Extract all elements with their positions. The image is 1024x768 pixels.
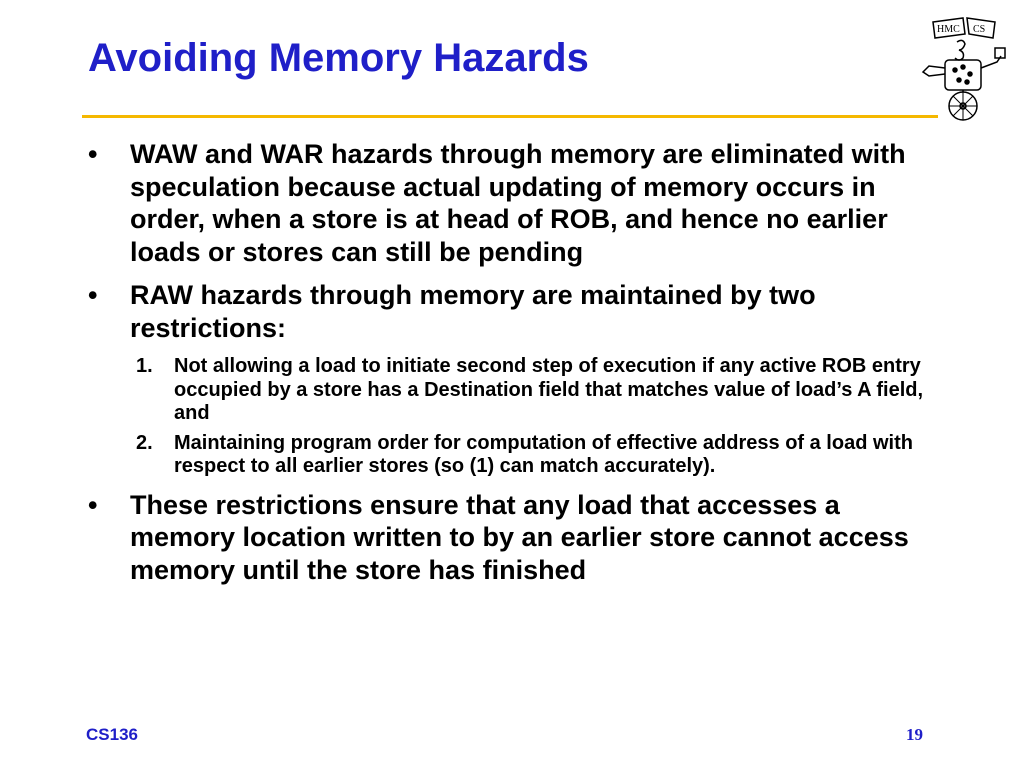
slide-title: Avoiding Memory Hazards — [88, 36, 589, 80]
bullet-text: WAW and WAR hazards through memory are eliminated with speculation because actual updating of memory occurs in order, when a store is at head of ROB, and hence no earlier loads or stores can still be pending — [130, 139, 906, 267]
bullet-item — [88, 489, 924, 587]
numbered-text: Not allowing a load to initiate second step of execution if any active ROB entry occupied by a store has a Destination field that matches value of load’s A field, and — [174, 355, 924, 424]
bullet-text: These restrictions ensure that any load that accesses a memory location written to by an earlier store cannot access memory until the store has finished — [130, 489, 909, 585]
bullet-text: RAW hazards through memory are maintained by two restrictions: — [130, 280, 816, 343]
slide-body — [88, 138, 924, 597]
bullet-marker: • — [88, 489, 98, 520]
footer-course: CS136 — [86, 725, 138, 744]
numbered-text: Maintaining program order for computation of effective address of a load with respect to all earlier stores (so (1) can match accurately). — [174, 431, 913, 477]
logo-text-hmc: HMC — [937, 24, 960, 35]
bullet-marker: • — [88, 139, 98, 169]
numbered-marker: 1. — [136, 355, 153, 377]
logo-text-cs: CS — [973, 24, 986, 35]
numbered-item — [136, 355, 924, 426]
numbered-marker: 2. — [136, 431, 153, 454]
hmc-cs-logo — [915, 12, 1010, 124]
title-divider — [82, 115, 938, 118]
bullet-item — [88, 138, 924, 268]
footer-page-number: 19 — [906, 725, 923, 744]
numbered-sublist — [136, 355, 924, 479]
numbered-item — [136, 432, 924, 479]
bullet-item — [88, 279, 924, 344]
bullet-marker: • — [88, 280, 98, 310]
